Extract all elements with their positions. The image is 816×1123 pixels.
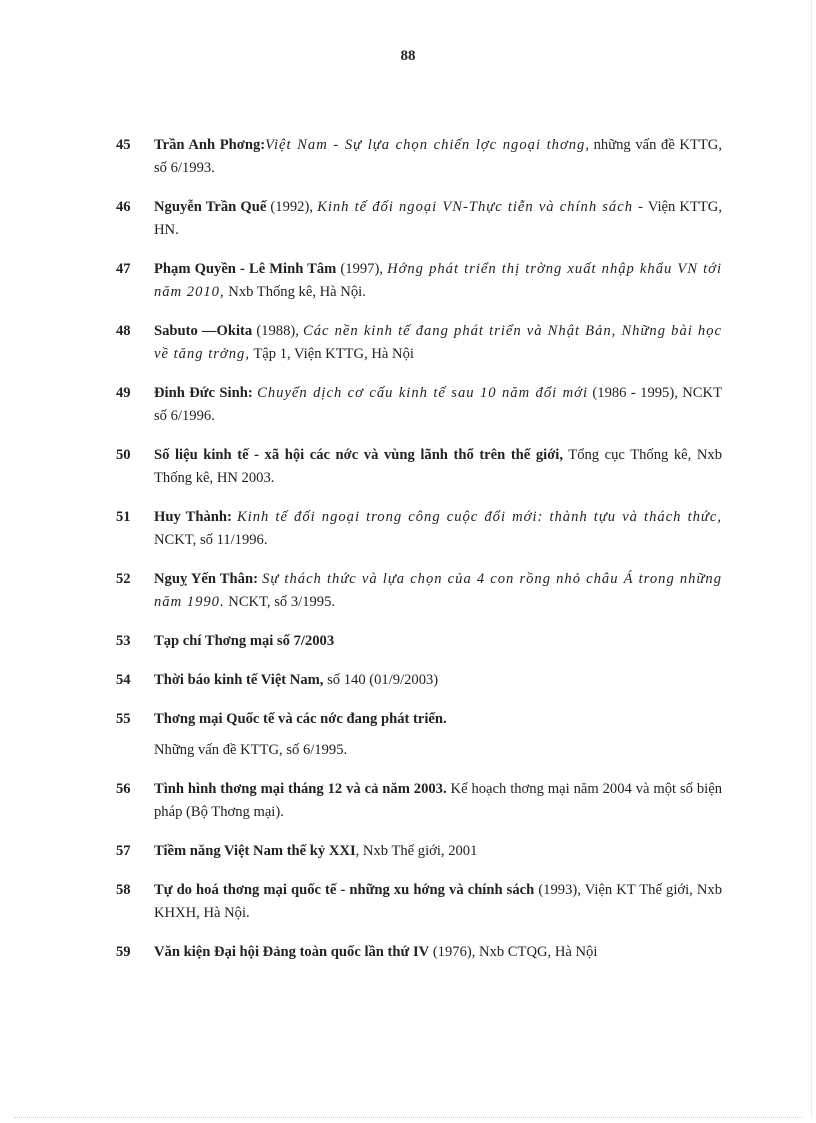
reference-details: Tổng cục Thống kê, Nxb Thống kê, HN 2003. (154, 447, 722, 486)
reference-number: 50 (116, 447, 131, 463)
reference-item (116, 669, 722, 692)
reference-title: Kinh tế đối ngoại trong công cuộc đổi mới: thành tựu và thách thức, (236, 509, 723, 525)
reference-number: 45 (116, 137, 131, 153)
reference-text (154, 134, 722, 180)
reference-separator: (1992), (266, 199, 318, 215)
reference-details: (1986 - 1995), NCKT số 6/1996. (154, 385, 722, 424)
reference-author: Đinh Đức Sinh: (154, 385, 253, 401)
page-number: 88 (400, 48, 416, 64)
reference-title: Hớng phát triển thị trờng xuất nhập khẩu VN tới năm 2010, (154, 261, 722, 300)
reference-details: Nxb Thống kê, Hà Nội. (224, 284, 366, 300)
reference-item (116, 708, 722, 762)
reference-number: 54 (116, 672, 131, 688)
reference-text (154, 320, 722, 366)
reference-number: 53 (116, 633, 131, 649)
reference-item (116, 320, 722, 366)
reference-text (154, 708, 722, 731)
reference-title: Chuyển dịch cơ cấu kinh tế sau 10 năm đổi mới (257, 385, 588, 401)
reference-number: 49 (116, 385, 131, 401)
reference-item (116, 196, 722, 242)
reference-item (116, 879, 722, 925)
reference-author: Tự do hoá thơng mại quốc tế - những xu hớng và chính sách (154, 882, 535, 898)
reference-author: Nguỵ Yến Thân: (154, 571, 258, 587)
reference-text (154, 941, 722, 964)
reference-details: Những vấn đề KTTG, số 6/1995. (154, 742, 348, 758)
reference-text (154, 444, 722, 490)
reference-author: Nguyễn Trần Quế (154, 199, 267, 215)
reference-number: 52 (116, 571, 131, 587)
reference-item (116, 840, 722, 863)
reference-item (116, 382, 722, 428)
reference-details: Kế hoạch thơng mại năm 2004 và một số biện pháp (Bộ Thơng mại). (154, 781, 722, 820)
reference-text (154, 630, 722, 653)
page-edge-bottom (14, 1117, 802, 1118)
reference-title: Kinh tế đối ngoại VN-Thực tiễn và chính sách - (317, 199, 644, 215)
reference-text (154, 196, 722, 242)
reference-number: 46 (116, 199, 131, 215)
reference-list (116, 134, 722, 980)
reference-author: Tiềm năng Việt Nam thế kỷ XXI (154, 843, 356, 859)
reference-separator: (1988), (252, 323, 303, 339)
reference-author: Tạp chí Thơng mại số 7/2003 (154, 633, 335, 649)
reference-details: (1976), Nxb CTQG, Hà Nội (429, 944, 598, 960)
reference-number: 48 (116, 323, 131, 339)
reference-item (116, 778, 722, 824)
reference-author: Trần Anh Phơng: (154, 137, 266, 153)
reference-details: Tập 1, Viện KTTG, Hà Nội (249, 346, 414, 362)
reference-author: Thời báo kinh tế Việt Nam, (154, 672, 324, 688)
reference-author: Huy Thành: (154, 509, 232, 525)
reference-number: 59 (116, 944, 131, 960)
reference-item (116, 134, 722, 180)
reference-text (154, 568, 722, 614)
reference-details: Viện KTTG, HN. (154, 199, 722, 238)
reference-title: Việt Nam - Sự lựa chọn chiến lợc ngoại thơng (265, 137, 586, 153)
reference-text (154, 778, 722, 824)
reference-author: Tình hình thơng mại tháng 12 và cả năm 2003. (154, 781, 447, 797)
reference-text (154, 879, 722, 925)
reference-text (154, 382, 722, 428)
reference-details: , những vấn đề KTTG, số 6/1993. (154, 137, 722, 176)
reference-separator: (1997), (336, 261, 388, 277)
reference-number: 57 (116, 843, 131, 859)
reference-number: 56 (116, 781, 131, 797)
reference-details: NCKT, số 3/1995. (224, 594, 336, 610)
reference-author: Phạm Quyền - Lê Minh Tâm (154, 261, 337, 277)
reference-item (116, 630, 722, 653)
reference-number: 55 (116, 711, 131, 727)
reference-number: 58 (116, 882, 131, 898)
reference-text (154, 840, 722, 863)
reference-item (116, 258, 722, 304)
reference-item (116, 506, 722, 552)
reference-title: Sự thách thức và lựa chọn của 4 con rồng nhỏ châu Á trong những năm 1990. (154, 571, 722, 610)
reference-author: Thơng mại Quốc tế và các nớc đang phát triển. (154, 711, 447, 727)
page-edge-right (811, 0, 812, 1117)
reference-text (154, 506, 722, 552)
reference-details: (1993), Viện KT Thế giới, Nxb KHXH, Hà Nội. (154, 882, 722, 921)
reference-text (154, 669, 722, 692)
reference-details: , Nxb Thế giới, 2001 (355, 843, 478, 859)
reference-item (116, 444, 722, 490)
reference-author: Văn kiện Đại hội Đảng toàn quốc lần thứ IV (154, 944, 430, 960)
reference-text (154, 258, 722, 304)
reference-title: Các nền kinh tế đang phát triển và Nhật Bản, Những bài học về tăng trởng, (154, 323, 722, 362)
reference-item (116, 941, 722, 964)
reference-number: 51 (116, 509, 131, 525)
reference-item (116, 568, 722, 614)
reference-author: Sabuto —Okita (154, 323, 253, 339)
reference-number: 47 (116, 261, 131, 277)
reference-details: số 140 (01/9/2003) (323, 672, 439, 688)
reference-details: NCKT, số 11/1996. (154, 532, 268, 548)
reference-author: Số liệu kinh tế - xã hội các nớc và vùng lãnh thổ trên thế giới, (154, 447, 563, 463)
